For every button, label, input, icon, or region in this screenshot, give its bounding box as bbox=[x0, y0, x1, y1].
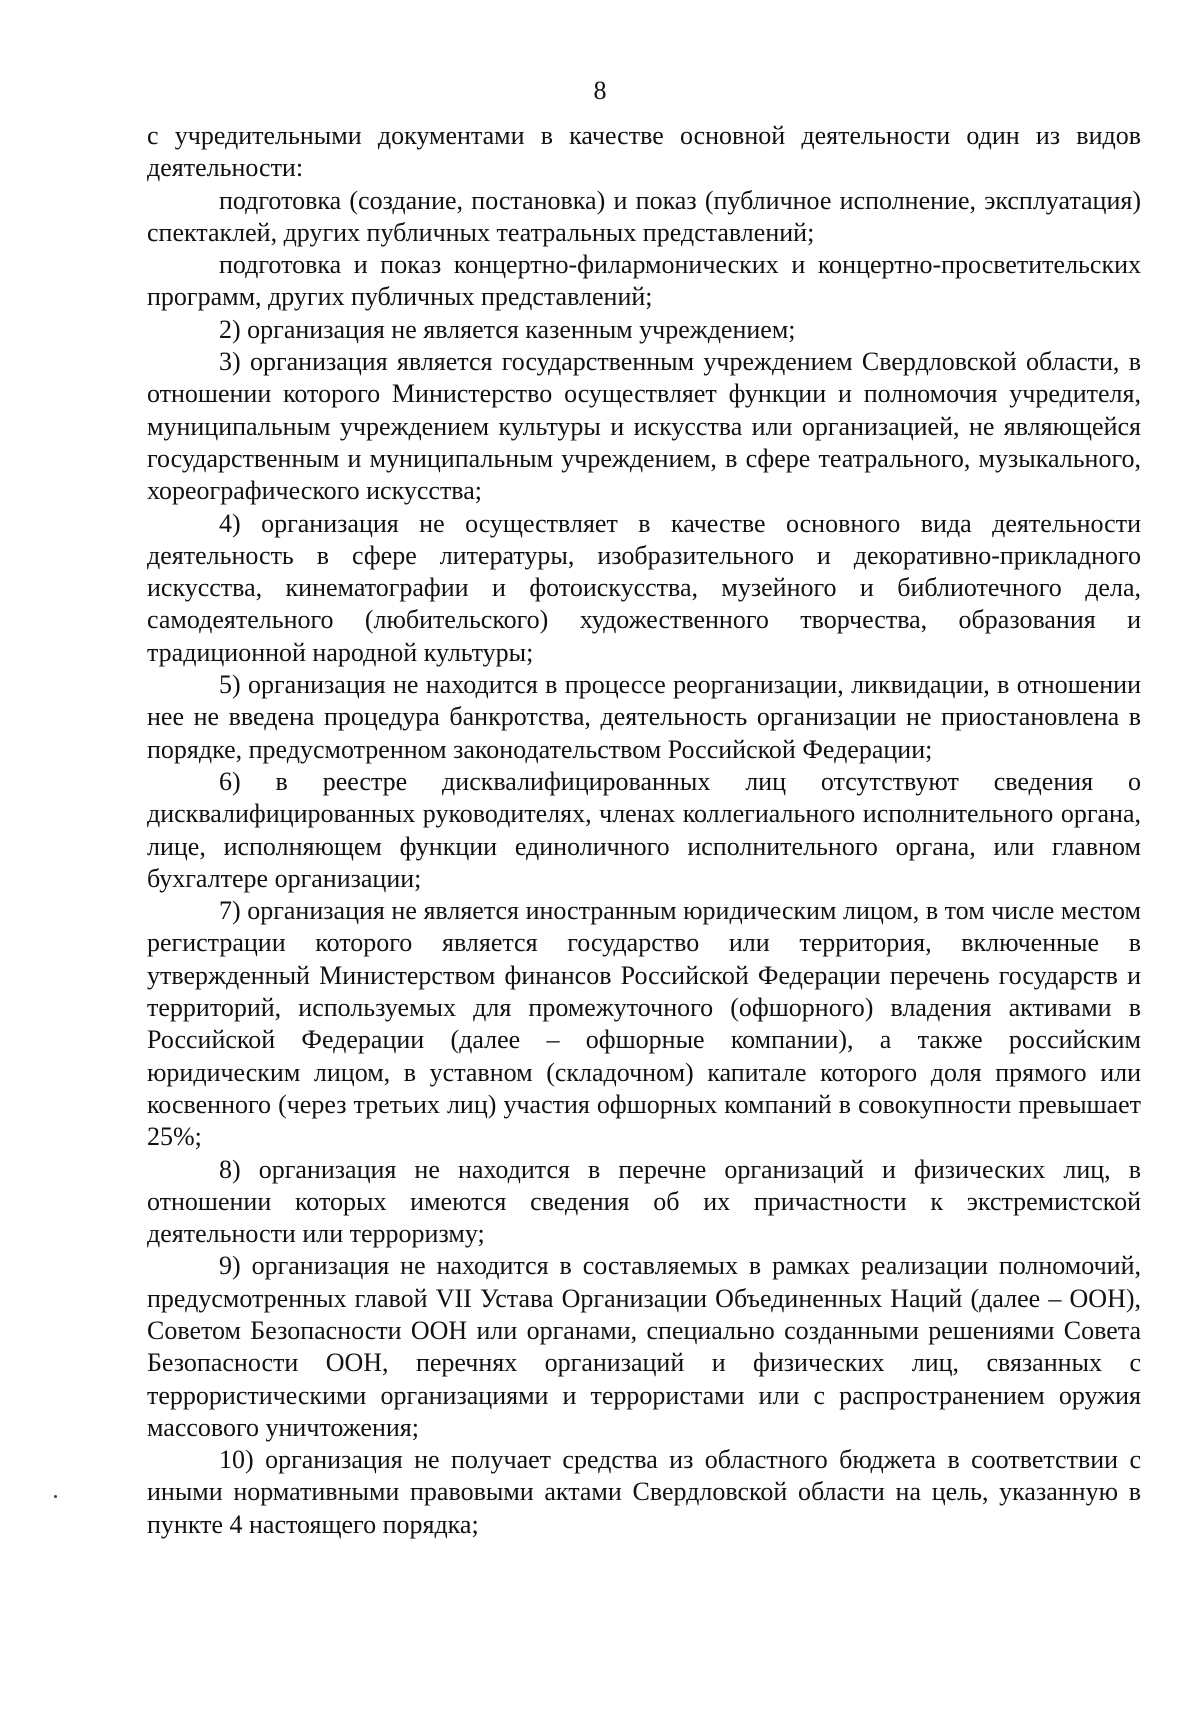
page-number: 8 bbox=[593, 76, 607, 105]
paragraph-continuation: с учредительными документами в качестве основной деятельности один из видов деятельности: bbox=[147, 121, 1141, 183]
paragraph-item-6: 6) в реестре дисквалифицированных лиц отсутствуют сведения о дисквалифицированных руководителях, членах коллегиального исполнительного органа, лице, исполняющем функции единоличного исполнительного органа, или главном бухгалтере организации; bbox=[147, 766, 1141, 893]
paragraph-item-2: 2) организация не является казенным учреждением; bbox=[219, 314, 796, 344]
paragraph-item-5: 5) организация не находится в процессе реорганизации, ликвидации, в отношении нее не введена процедура банкротства, деятельность организации не приостановлена в порядке, предусмотренном законодательством Российской Федерации; bbox=[147, 670, 1141, 764]
document-body bbox=[147, 120, 1141, 1541]
paragraph-item-9: 9) организация не находится в составляемых в рамках реализации полномочий, предусмотренных главой VII Устава Организации Объединенных Наций (далее – ООН), Советом Безопасности ООН или органами, специально созданными решениями Совета Безопасности ООН, перечнях организаций и физических лиц, связанных с террористическими организациями и террористами или с распространением оружия массового уничтожения; bbox=[147, 1251, 1141, 1442]
paragraph-item-10: 10) организация не получает средства из областного бюджета в соответствии с иными нормативными правовыми актами Свердловской области на цель, указанную в пункте 4 настоящего порядка; bbox=[147, 1445, 1141, 1539]
paragraph-item-7: 7) организация не является иностранным юридическим лицом, в том числе местом регистрации которого является государство или территория, включенные в утвержденный Министерством финансов Российской Федерации перечень государств и территорий, используемых для промежуточного (офшорного) владения активами в Российской Федерации (далее – офшорные компании), а также российским юридическим лицом, в уставном (складочном) капитале которого доля прямого или косвенного (через третьих лиц) участия офшорных компаний в совокупности превышает 25%; bbox=[147, 896, 1141, 1152]
paragraph-activity-theatre: подготовка (создание, постановка) и показ (публичное исполнение, эксплуатация) спектаклей, других публичных театральных представлений; bbox=[147, 185, 1141, 247]
paragraph-activity-concert: подготовка и показ концертно-филармонических и концертно-просветительских программ, других публичных представлений; bbox=[147, 250, 1141, 312]
paragraph-item-4: 4) организация не осуществляет в качестве основного вида деятельности деятельность в сфере литературы, изобразительного и декоративно-прикладного искусства, кинематографии и фотоискусства, музейного и библиотечного дела, самодеятельного (любительского) художественного творчества, образования и традиционной народной культуры; bbox=[147, 508, 1141, 667]
scan-speck bbox=[54, 1495, 57, 1498]
paragraph-item-8: 8) организация не находится в перечне организаций и физических лиц, в отношении которых имеются сведения об их причастности к экстремистской деятельности или терроризму; bbox=[147, 1154, 1141, 1249]
paragraph-item-3: 3) организация является государственным учреждением Свердловской области, в отношении которого Министерство осуществляет функции и полномочия учредителя, муниципальным учреждением культуры и искусства или организацией, не являющейся государственным и муниципальным учреждением, в сфере театрального, музыкального, хореографического искусства; bbox=[147, 347, 1141, 506]
